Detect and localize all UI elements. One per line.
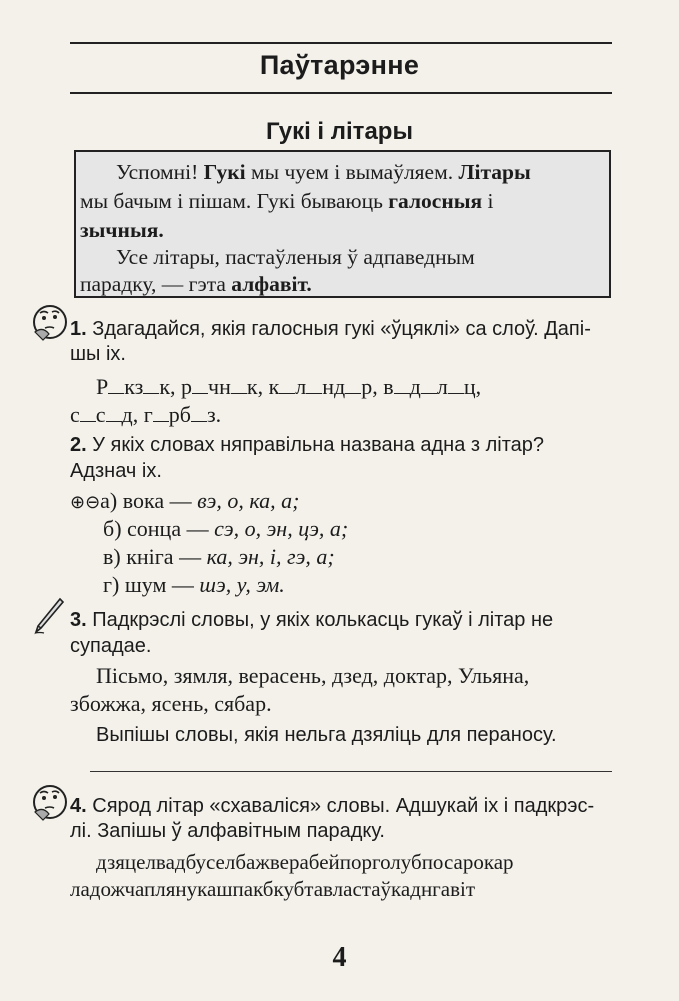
- task2-item-b[interactable]: б) сонца — сэ, о, эн, цэ, а;: [103, 516, 349, 541]
- page-title: Паўтарэнне: [259, 50, 420, 80]
- task4-line1: 4. Сярод літар «схаваліся» словы. Адшукай іх і падкрэс-: [70, 795, 595, 817]
- task2-line1: 2. У якіх словах няправільна названа адна з літар?: [70, 434, 545, 456]
- task4-letters-2[interactable]: ладожчаплянукашпакбкубтавластаўкаднгавіт: [70, 877, 476, 901]
- task4-line2: лі. Запішы ў алфавітным парадку.: [70, 820, 385, 842]
- task2-item-c[interactable]: в) кніга — ка, эн, і, гэ, а;: [103, 544, 335, 569]
- task1-words-2[interactable]: с с д, г рб з.: [70, 402, 222, 427]
- task2-item-a[interactable]: ⊕⊖а) вока — вэ, о, ка, а;: [70, 488, 300, 513]
- box-line-1: Успомні! Гукі мы чуем і вымаўляем. Літары: [116, 160, 531, 184]
- task1-line1: 1. Здагадайся, якія галосныя гукі «ўцяклі» са слоў. Дапі-: [70, 318, 591, 340]
- pen-icon: [32, 596, 66, 636]
- task3-words-2[interactable]: збожжа, ясень, сябар.: [70, 691, 272, 716]
- task3-words-1[interactable]: Пісьмо, зямля, верасень, дзед, доктар, Ульяна,: [96, 663, 530, 688]
- task3-line1: 3. Падкрэслі словы, у якіх колькасць гукаў і літар не: [70, 609, 554, 631]
- task3-line2: супадае.: [70, 635, 152, 657]
- box-line-5: парадку, — гэта алфавіт.: [80, 272, 312, 296]
- page-number: 4: [332, 942, 347, 973]
- header-rule: [70, 42, 612, 44]
- title-rule: [70, 92, 612, 94]
- thinking-face-icon: [30, 302, 70, 342]
- thinking-face-icon: [30, 782, 70, 822]
- task3-extra: Выпішы словы, якія нельга дзяліць для пераносу.: [96, 724, 557, 746]
- task1-line2: шы іх.: [70, 343, 126, 365]
- section-subtitle: Гукі і літары: [266, 118, 413, 145]
- task1-words-1[interactable]: Р кз к, р чн к, к л нд р, в д л ц,: [96, 374, 482, 399]
- task4-letters-1[interactable]: дзяцелвадбуселбажверабейпорголубпосарокар: [96, 850, 514, 874]
- remember-box: [74, 150, 611, 298]
- task2-item-d[interactable]: г) шум — шэ, у, эм.: [103, 572, 285, 597]
- plus-minus-marker-icon: ⊕⊖: [70, 492, 101, 513]
- box-line-3: зычныя.: [80, 218, 164, 242]
- box-line-2: мы бачым і пішам. Гукі бываюць галосныя і: [80, 189, 494, 213]
- box-line-4: Усе літары, пастаўленыя ў адпаведным: [116, 245, 475, 269]
- answer-line[interactable]: [90, 771, 612, 772]
- task2-line2: Адзнач іх.: [70, 460, 162, 482]
